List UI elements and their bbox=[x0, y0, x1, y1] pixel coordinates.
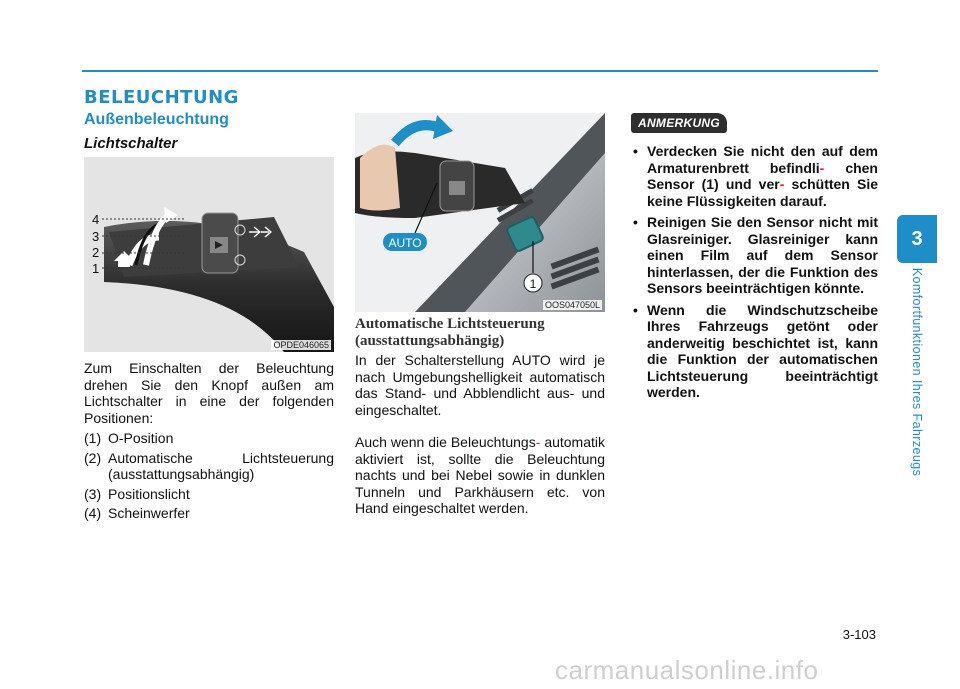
auto-light-description bbox=[355, 352, 605, 533]
list-item: (4) Scheinwerfer bbox=[84, 505, 190, 521]
intro-paragraph: Zum Einschalten der Beleuchtung drehen Sie den Knopf außen am Lichtschalter in eine der folgenden Positionen: bbox=[84, 360, 334, 426]
position-list bbox=[84, 430, 334, 522]
position-label-3: 3 bbox=[92, 229, 100, 244]
watermark: carmanualsonline.info bbox=[555, 655, 819, 685]
light-switch-description bbox=[84, 360, 334, 525]
paragraph: In der Schalterstellung AUTO wird je nach Umgebungshelligkeit automatisch das Stand- und Abblendlicht aus- und eingeschaltet. bbox=[355, 352, 605, 418]
light-switch-illustration bbox=[84, 157, 334, 352]
note-badge: ANMERKUNG bbox=[631, 113, 727, 133]
list-item: • Wenn die Windschutzscheibe Ihres Fahrzeugs getönt oder anderweitig beschichtet ist, kann die Funktion der automatischen Lichtsteuerung beeinträchtigt werden. bbox=[631, 302, 878, 401]
section-title: BELEUCHTUNG bbox=[84, 87, 239, 108]
chapter-side-label: Komfortfunktionen Ihres Fahrzeugs bbox=[910, 267, 924, 477]
position-label-1: 1 bbox=[92, 261, 100, 276]
chapter-tab: 3 bbox=[897, 215, 937, 263]
auto-label: AUTO bbox=[388, 236, 422, 250]
list-item: (1) O-Position bbox=[84, 430, 174, 446]
list-item: • Reinigen Sie den Sensor nicht mit Glasreiniger. Glasreiniger kann einen Film auf dem Sensor hinterlassen, der die Funktion des Sensors beeinträchtigen könnte. bbox=[631, 214, 878, 297]
figure-code: OOS047050L bbox=[544, 300, 600, 310]
auto-light-heading: Automatische Lichtsteuerung (ausstattungsabhängig) bbox=[355, 316, 545, 349]
header-rule bbox=[82, 70, 878, 72]
sub-heading: Lichtschalter bbox=[84, 135, 178, 152]
paragraph: Auch wenn die Beleuchtungs- automatik aktiviert ist, sollte die Beleuchtung nachts und bei Nebel sowie in dunklen Tunneln und Parkhäusern etc. von Hand eingeschaltet werden. bbox=[355, 434, 606, 516]
list-item: (2) Automatische Lichtsteuerung (ausstattungsabhängig) bbox=[84, 449, 334, 482]
figure-code: OPDE046065 bbox=[273, 340, 329, 350]
position-label-4: 4 bbox=[92, 212, 100, 227]
auto-light-illustration bbox=[355, 113, 605, 312]
auto-light-figure bbox=[355, 113, 605, 312]
subsection-title: Außenbeleuchtung bbox=[84, 111, 229, 128]
sensor-callout: 1 bbox=[529, 277, 537, 291]
list-item: • Verdecken Sie nicht den auf dem Armaturenbrett befindli- chen Sensor (1) und ver- schütten Sie keine Flüssigkeiten darauf. bbox=[631, 143, 878, 209]
light-switch-figure bbox=[84, 157, 334, 352]
list-item: (3) Positionslicht bbox=[84, 485, 190, 502]
note-list bbox=[631, 143, 878, 406]
line-hyphen: - bbox=[535, 434, 541, 450]
page-number: 3-103 bbox=[842, 627, 876, 642]
position-label-2: 2 bbox=[92, 245, 100, 260]
